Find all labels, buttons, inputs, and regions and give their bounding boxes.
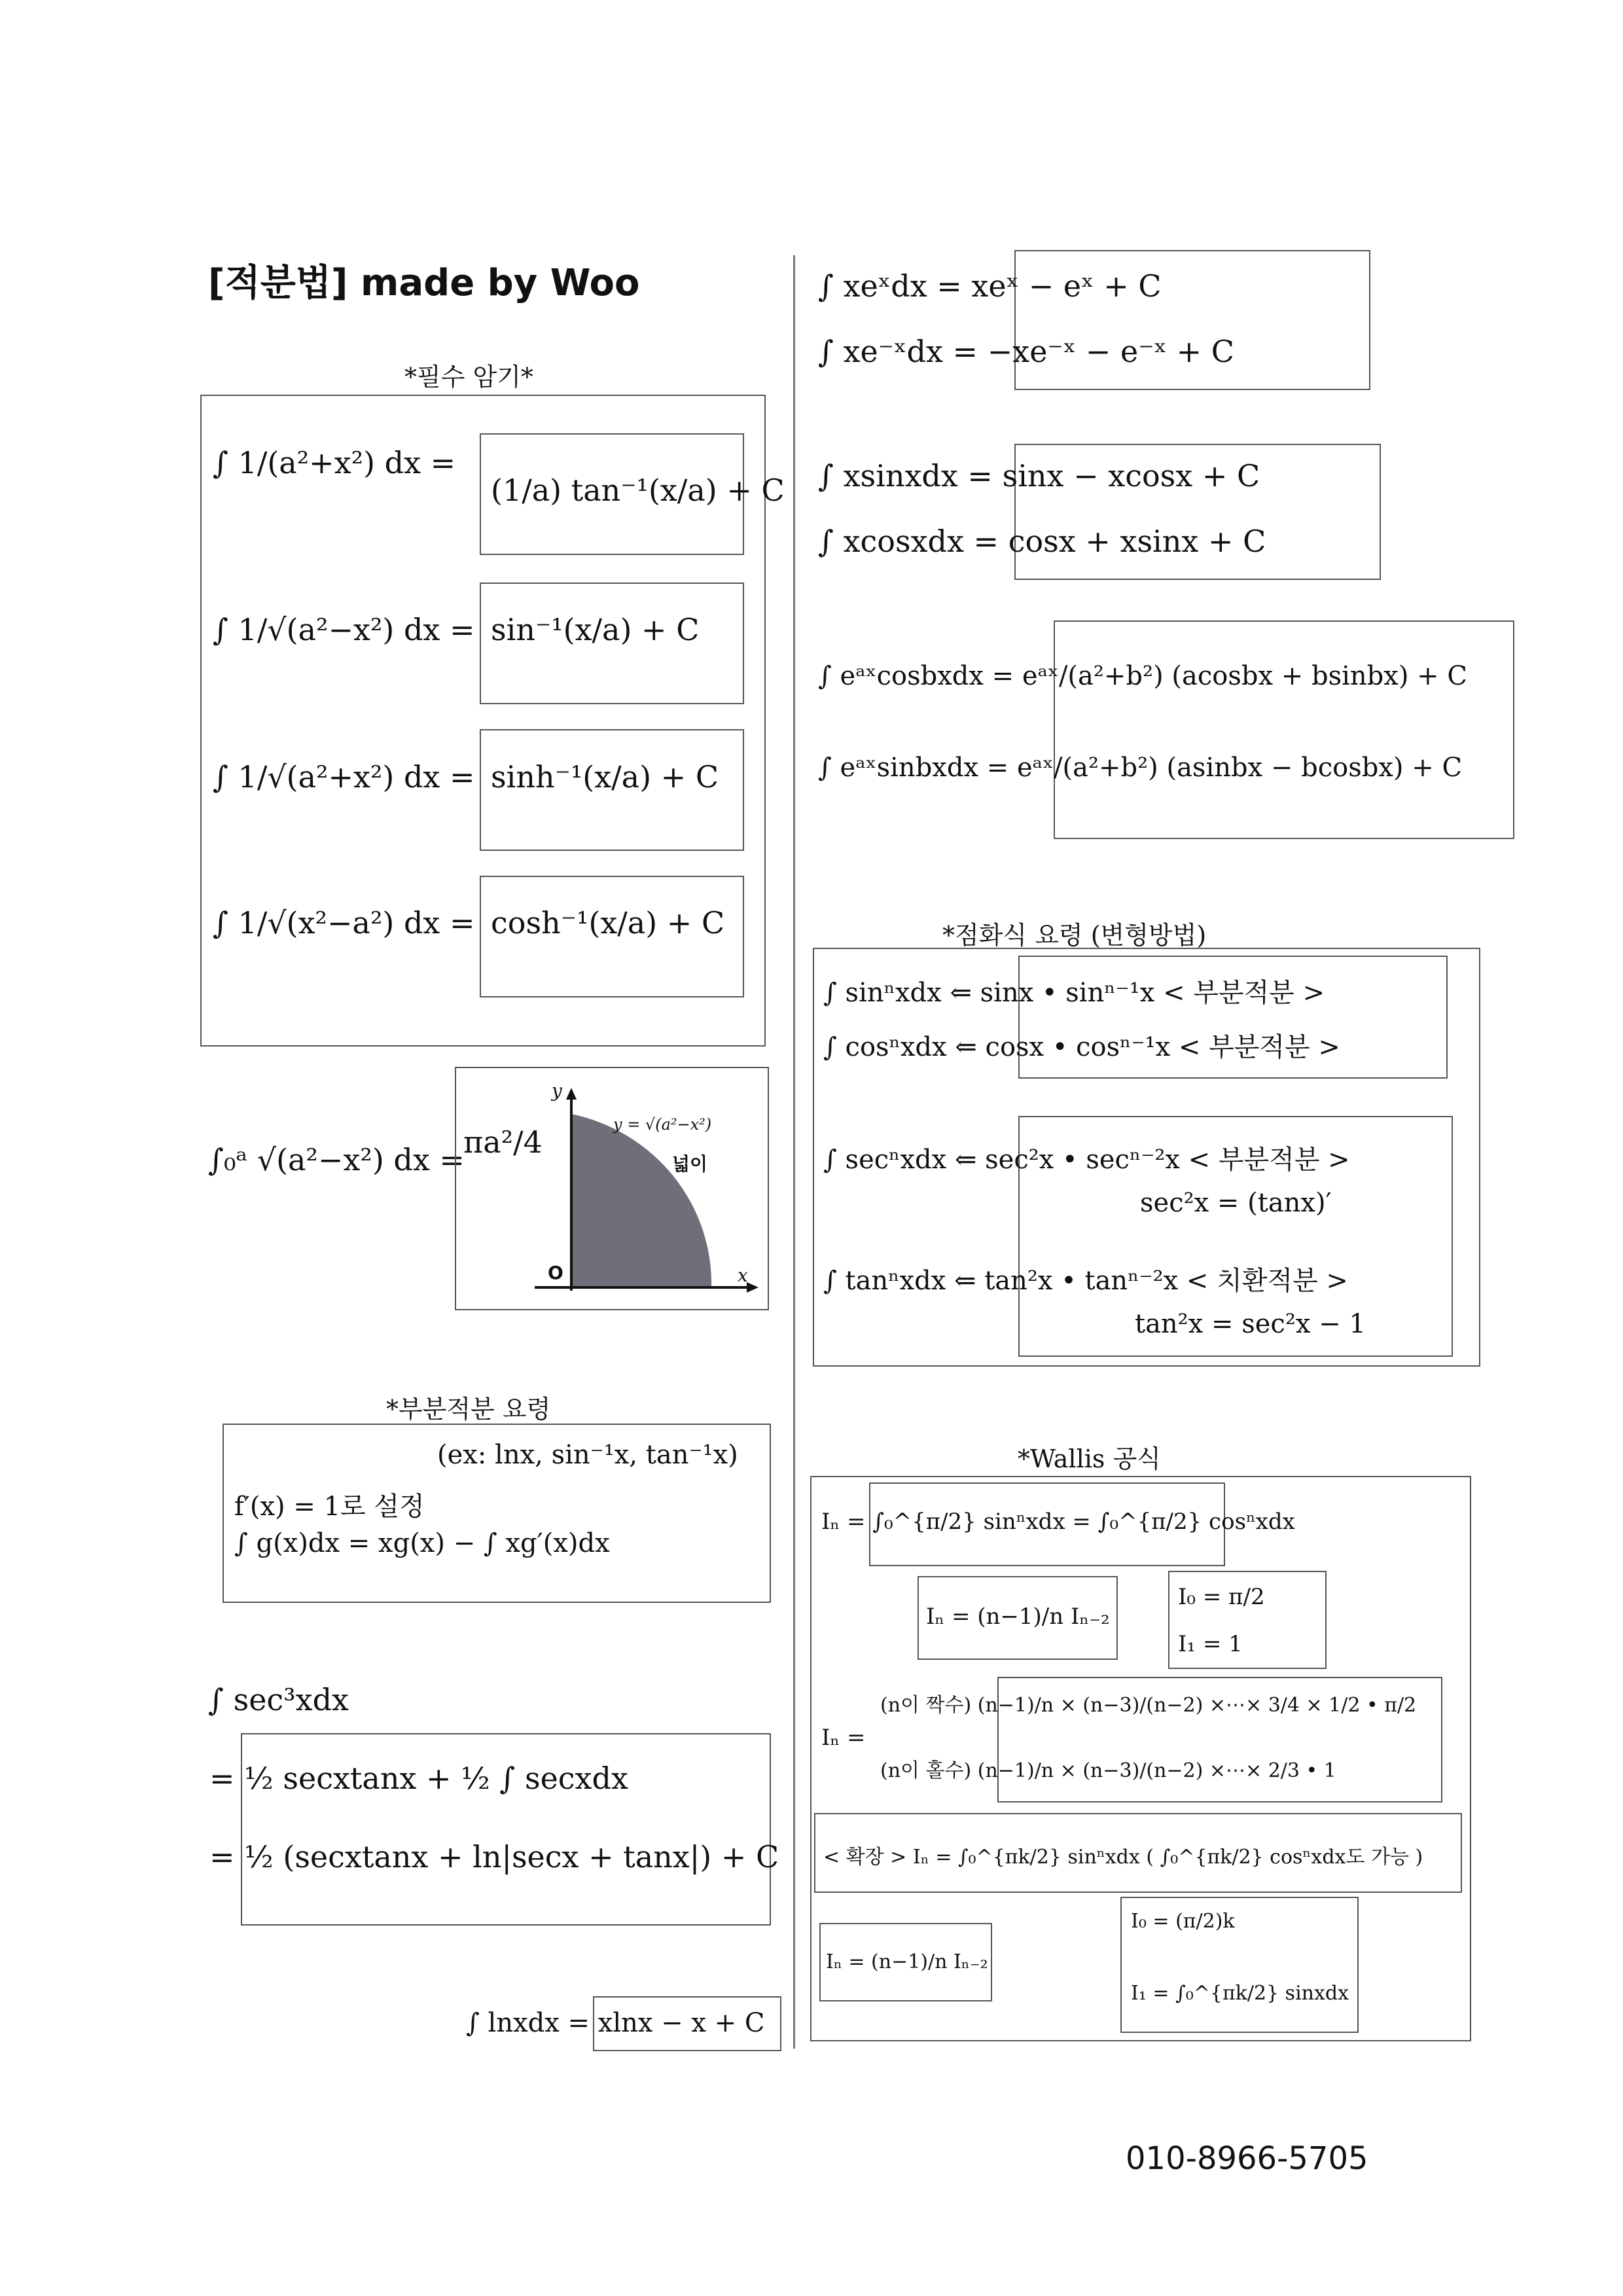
wallis-ext-i0: I₀ = (π/2)k <box>1131 1910 1235 1933</box>
parts-examples: (ex: lnx, sin⁻¹x, tan⁻¹x) <box>437 1440 738 1470</box>
eax-rhs-box <box>1054 620 1514 839</box>
formula-2-lhs: ∫ 1/√(a²−x²) dx = <box>213 612 475 647</box>
formula-1-rhs: (1/a) tan⁻¹(x/a) + C <box>491 473 785 508</box>
graph-origin-label: O <box>548 1262 563 1283</box>
formula-3-lhs: ∫ 1/√(a²+x²) dx = <box>213 759 475 795</box>
quarter-circle-graph <box>455 1067 769 1310</box>
graph-y-label: y <box>552 1080 562 1102</box>
phone-number: 010-8966-5705 <box>1126 2140 1368 2177</box>
rec-sec: ∫ secⁿxdx ⇐ sec²x • secⁿ⁻²x < 부분적분 > <box>823 1145 1350 1175</box>
wallis-i1: I₁ = 1 <box>1178 1631 1243 1657</box>
section-must-memorize: *필수 암기* <box>404 363 533 391</box>
sec3-step2: = ½ (secxtanx + ln|secx + tanx|) + C <box>209 1839 779 1874</box>
section-parts: *부분적분 요령 <box>386 1395 551 1424</box>
sec3-lhs: ∫ sec³xdx <box>208 1682 349 1717</box>
trig-formula-1: ∫ xsinxdx = sinx − xcosx + C <box>818 458 1260 493</box>
rec-tan-note: tan²x = sec²x − 1 <box>1135 1309 1366 1339</box>
rec-sin: ∫ sinⁿxdx ⇐ sinx • sinⁿ⁻¹x < 부분적분 > <box>823 978 1325 1008</box>
wallis-ext-i1: I₁ = ∫₀^{πk/2} sinxdx <box>1131 1982 1349 2005</box>
ln-formula: ∫ lnxdx = xlnx − x + C <box>466 2008 765 2038</box>
parts-formula: ∫ g(x)dx = xg(x) − ∫ xg′(x)dx <box>234 1528 610 1558</box>
wallis-in-label: Iₙ = <box>821 1725 866 1751</box>
exp-formula-2: ∫ xe⁻ˣdx = −xe⁻ˣ − e⁻ˣ + C <box>818 334 1234 369</box>
formula-4-lhs: ∫ 1/√(x²−a²) dx = <box>213 905 475 941</box>
eax-formula-1: ∫ eᵃˣcosbxdx = eᵃˣ/(a²+b²) (acosbx + bsinbx) + C <box>818 661 1467 691</box>
rec-sec-note: sec²x = (tanx)′ <box>1140 1188 1332 1218</box>
wallis-odd: (n이 홀수) (n−1)/n × (n−3)/(n−2) ×⋯× 2/3 • 1 <box>880 1759 1336 1782</box>
sec3-step1: = ½ secxtanx + ½ ∫ secxdx <box>209 1761 628 1796</box>
section-wallis: *Wallis 공식 <box>1018 1444 1161 1473</box>
wallis-def: Iₙ = ∫₀^{π/2} sinⁿxdx = ∫₀^{π/2} cosⁿxdx <box>821 1509 1295 1535</box>
column-divider <box>793 255 795 2049</box>
quarter-circle-svg <box>456 1068 768 1309</box>
parts-setting: f′(x) = 1로 설정 <box>234 1492 425 1522</box>
formula-1-lhs: ∫ 1/(a²+x²) dx = <box>213 445 456 480</box>
page-title: [적분법] made by Woo <box>208 262 640 304</box>
eax-formula-2: ∫ eᵃˣsinbxdx = eᵃˣ/(a²+b²) (asinbx − bcosbx) + C <box>818 753 1463 783</box>
wallis-rec: Iₙ = (n−1)/n Iₙ₋₂ <box>926 1604 1110 1630</box>
rec-tan: ∫ tanⁿxdx ⇐ tan²x • tanⁿ⁻²x < 치환적분 > <box>823 1266 1348 1296</box>
graph-curve-label: y = √(a²−x²) <box>613 1115 712 1134</box>
wallis-even: (n이 짝수) (n−1)/n × (n−3)/(n−2) ×⋯× 3/4 × 1/2 • π/2 <box>880 1694 1417 1717</box>
wallis-i0: I₀ = π/2 <box>1178 1584 1265 1610</box>
formula-3-rhs: sinh⁻¹(x/a) + C <box>491 759 719 795</box>
trig-formula-2: ∫ xcosxdx = cosx + xsinx + C <box>818 524 1266 559</box>
wallis-ext: < 확장 > Iₙ = ∫₀^{πk/2} sinⁿxdx ( ∫₀^{πk/2} cosⁿxdx도 가능 ) <box>823 1846 1423 1869</box>
formula-2-rhs: sin⁻¹(x/a) + C <box>491 612 700 647</box>
wallis-ext-rec: Iₙ = (n−1)/n Iₙ₋₂ <box>826 1950 988 1973</box>
exp-formula-1: ∫ xeˣdx = xeˣ − eˣ + C <box>818 268 1162 304</box>
graph-area-label: 넓이 <box>672 1153 708 1175</box>
rec-cos: ∫ cosⁿxdx ⇐ cosx • cosⁿ⁻¹x < 부분적분 > <box>823 1032 1340 1062</box>
area-lhs: ∫₀ᵃ √(a²−x²) dx = <box>208 1142 465 1177</box>
graph-x-label: x <box>738 1265 748 1286</box>
formula-4-rhs: cosh⁻¹(x/a) + C <box>491 905 725 941</box>
section-recurrence: *점화식 요령 (변형방법) <box>942 921 1207 950</box>
area-rhs: πa²/4 <box>463 1124 543 1160</box>
